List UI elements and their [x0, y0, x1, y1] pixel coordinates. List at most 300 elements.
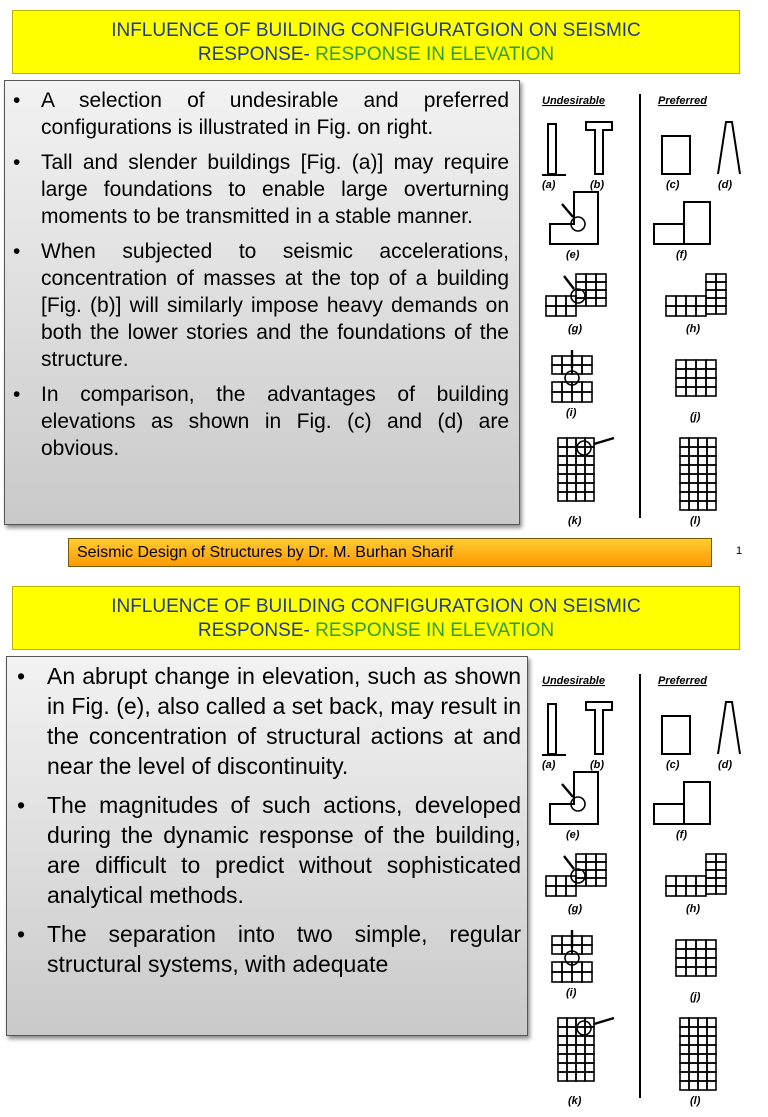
- building-i-upper: [572, 356, 582, 365]
- building-g-low: [546, 296, 556, 306]
- building-k: [558, 474, 567, 483]
- building-l: [707, 1063, 716, 1072]
- bullet-item: • An abrupt change in elevation, such as shown in Fig. (e), also called a set back, may result in the concentration of structural actions at and near the level of discontinuity.: [17, 663, 521, 779]
- building-l: [698, 456, 707, 465]
- building-l: [698, 1036, 707, 1045]
- building-h-tall: [716, 878, 726, 886]
- building-i-lower: [552, 382, 562, 392]
- building-k: [576, 1054, 585, 1063]
- label-k: (k): [568, 515, 582, 527]
- building-l: [707, 1027, 716, 1036]
- building-l: [698, 501, 707, 510]
- bullet-item: • When subjected to seismic accelerations, concentration of masses at the top of a building [Fig. (b)] will similarly impose heavy demands on both the lower stories and the foundations of the structure.: [13, 240, 509, 371]
- building-k: [567, 1036, 576, 1045]
- building-k: [558, 1054, 567, 1063]
- building-j: [706, 958, 716, 967]
- building-l: [689, 474, 698, 483]
- building-i-lower: [572, 972, 582, 982]
- elevation-figure-drawing: [536, 668, 760, 1112]
- building-g-low: [556, 886, 566, 896]
- building-k: [585, 492, 594, 501]
- building-l: [680, 1027, 689, 1036]
- building-g-tall: [576, 274, 586, 282]
- building-k: [567, 1045, 576, 1054]
- building-a: [548, 704, 556, 754]
- building-h-low: [686, 886, 696, 896]
- building-k: [558, 447, 567, 456]
- label-a: (a): [542, 759, 556, 771]
- undesirable-heading: Undesirable: [542, 95, 605, 107]
- title-response: RESPONSE-: [197, 44, 316, 65]
- label-f: (f): [676, 249, 687, 261]
- building-g-low: [556, 296, 566, 306]
- building-j: [686, 378, 696, 387]
- building-i-lower: [582, 382, 592, 392]
- building-l: [689, 1045, 698, 1054]
- building-h-tall: [716, 854, 726, 862]
- building-f-low: [654, 224, 684, 244]
- building-g-low: [546, 306, 556, 316]
- building-l: [698, 492, 707, 501]
- building-l: [707, 1072, 716, 1081]
- building-l: [707, 1036, 716, 1045]
- title-subtopic: RESPONSE IN ELEVATION: [315, 44, 555, 65]
- building-l: [698, 1072, 707, 1081]
- bullet-item: • The magnitudes of such actions, developed during the dynamic response of the building, are difficult to predict without sophisticated analytical methods.: [17, 792, 521, 908]
- building-h-tall: [716, 862, 726, 870]
- building-g-tall: [596, 290, 606, 298]
- building-h-low: [666, 296, 676, 306]
- building-l: [707, 456, 716, 465]
- building-h-tall: [716, 298, 726, 306]
- building-h-low: [696, 306, 706, 316]
- building-l: [707, 483, 716, 492]
- building-l: [698, 1045, 707, 1054]
- building-k: [567, 1072, 576, 1081]
- building-b: [586, 702, 612, 754]
- building-l: [689, 501, 698, 510]
- content-box: [6, 656, 528, 1036]
- building-l: [698, 447, 707, 456]
- building-g-low: [556, 306, 566, 316]
- building-l: [680, 1072, 689, 1081]
- building-i-upper: [582, 945, 592, 954]
- building-k: [558, 1072, 567, 1081]
- building-g-tall: [586, 274, 596, 282]
- building-k: [576, 483, 585, 492]
- title-response: RESPONSE-: [197, 620, 316, 641]
- building-g-tall: [586, 870, 596, 878]
- building-i-lower: [582, 392, 592, 402]
- building-l: [680, 1081, 689, 1090]
- building-l: [707, 447, 716, 456]
- building-h-tall: [706, 298, 716, 306]
- building-g-tall: [596, 878, 606, 886]
- building-g-low: [546, 886, 556, 896]
- building-l: [680, 483, 689, 492]
- building-j: [686, 967, 696, 976]
- building-g-tall: [596, 282, 606, 290]
- label-e: (e): [566, 249, 580, 261]
- building-l: [707, 1045, 716, 1054]
- building-l: [680, 1063, 689, 1072]
- title-line-1: INFLUENCE OF BUILDING CONFIGURATGION ON SEISMIC: [111, 20, 641, 41]
- bullet-item: • Tall and slender buildings [Fig. (a)] may require large foundations to enable large overturning moments to be transmitted in a stable manner.: [13, 151, 509, 228]
- label-d: (d): [718, 759, 733, 771]
- building-a: [548, 124, 556, 174]
- building-l: [680, 438, 689, 447]
- building-h-low: [676, 296, 686, 306]
- page-number: 1: [736, 545, 743, 557]
- building-j: [696, 378, 706, 387]
- building-i-lower: [552, 972, 562, 982]
- building-l: [680, 465, 689, 474]
- building-l: [707, 465, 716, 474]
- building-h-tall: [706, 886, 716, 894]
- building-l: [698, 1027, 707, 1036]
- building-j: [706, 967, 716, 976]
- building-k: [576, 1063, 585, 1072]
- building-j: [696, 360, 706, 369]
- building-h-tall: [706, 274, 716, 282]
- building-h-low: [696, 886, 706, 896]
- building-l: [698, 438, 707, 447]
- building-k: [558, 1063, 567, 1072]
- arrow-icon: [564, 276, 574, 289]
- building-j: [676, 369, 686, 378]
- building-j: [706, 378, 716, 387]
- building-k: [567, 1054, 576, 1063]
- building-j: [686, 949, 696, 958]
- building-j: [696, 949, 706, 958]
- label-l: (l): [690, 515, 701, 527]
- building-l: [689, 1072, 698, 1081]
- building-h-tall: [706, 306, 716, 314]
- building-j: [706, 949, 716, 958]
- building-i-upper: [552, 945, 562, 954]
- undesirable-heading: Undesirable: [542, 675, 605, 687]
- building-j: [686, 369, 696, 378]
- preferred-heading: Preferred: [658, 675, 707, 687]
- building-l: [680, 1054, 689, 1063]
- building-k: [558, 1036, 567, 1045]
- building-i-upper: [572, 936, 582, 945]
- building-i-upper: [582, 356, 592, 365]
- building-j: [706, 369, 716, 378]
- building-h-tall: [706, 878, 716, 886]
- building-l: [689, 1018, 698, 1027]
- discontinuity-marker: [577, 1021, 591, 1035]
- building-k: [585, 1045, 594, 1054]
- building-h-tall: [716, 290, 726, 298]
- building-k: [576, 1036, 585, 1045]
- bullet-list: [17, 661, 521, 979]
- building-k: [576, 1045, 585, 1054]
- building-h-low: [686, 296, 696, 306]
- building-l: [698, 1063, 707, 1072]
- building-l: [707, 1054, 716, 1063]
- label-l: (l): [690, 1095, 701, 1107]
- building-i-upper: [562, 936, 572, 945]
- arrow-icon: [562, 204, 573, 217]
- building-k: [567, 447, 576, 456]
- building-i-lower: [562, 392, 572, 402]
- arrow-icon: [562, 784, 573, 797]
- building-l: [689, 492, 698, 501]
- slide-2: [0, 580, 768, 1107]
- building-k: [558, 456, 567, 465]
- building-g-low: [556, 876, 566, 886]
- building-c: [662, 716, 690, 754]
- building-b: [586, 122, 612, 174]
- building-k: [558, 438, 567, 447]
- building-i-lower: [572, 392, 582, 402]
- elevation-figure-drawing: [536, 88, 760, 532]
- building-g-tall: [586, 290, 596, 298]
- building-f-low: [654, 804, 684, 824]
- building-h-low: [666, 886, 676, 896]
- building-i-upper: [562, 356, 572, 365]
- building-k: [567, 1063, 576, 1072]
- label-b: (b): [590, 179, 605, 191]
- building-j: [686, 360, 696, 369]
- building-i-lower: [582, 962, 592, 972]
- footer-bar: Seismic Design of Structures by Dr. M. Burhan Sharif: [68, 538, 712, 567]
- building-g-tall: [586, 862, 596, 870]
- building-i-upper: [552, 936, 562, 945]
- building-c: [662, 136, 690, 174]
- building-l: [707, 492, 716, 501]
- building-d: [718, 702, 740, 754]
- building-i-upper: [582, 365, 592, 374]
- building-h-tall: [706, 870, 716, 878]
- elevation-figure: [536, 668, 760, 1112]
- building-j: [696, 940, 706, 949]
- building-h-low: [686, 306, 696, 316]
- building-k: [576, 1072, 585, 1081]
- building-g-tall: [576, 854, 586, 862]
- building-k: [585, 1036, 594, 1045]
- label-a: (a): [542, 179, 556, 191]
- building-k: [576, 465, 585, 474]
- building-g-low: [566, 306, 576, 316]
- building-k: [567, 1027, 576, 1036]
- building-j: [696, 967, 706, 976]
- label-j: (j): [690, 411, 701, 423]
- building-h-tall: [706, 282, 716, 290]
- building-k: [567, 465, 576, 474]
- building-k: [576, 456, 585, 465]
- label-k: (k): [568, 1095, 582, 1107]
- bullet-item: • The separation into two simple, regular structural systems, with adequate: [17, 921, 521, 977]
- building-g-tall: [586, 854, 596, 862]
- building-f-tall: [684, 782, 710, 824]
- building-h-low: [676, 306, 686, 316]
- building-j: [696, 958, 706, 967]
- building-g-tall: [586, 298, 596, 306]
- building-k: [567, 456, 576, 465]
- building-h-low: [666, 306, 676, 316]
- building-l: [680, 501, 689, 510]
- building-i-lower: [552, 962, 562, 972]
- building-k: [585, 456, 594, 465]
- building-j: [686, 940, 696, 949]
- building-l: [707, 474, 716, 483]
- building-k: [585, 465, 594, 474]
- building-j: [676, 940, 686, 949]
- discontinuity-marker: [577, 441, 591, 455]
- building-k: [558, 1027, 567, 1036]
- building-k: [585, 474, 594, 483]
- building-l: [707, 1081, 716, 1090]
- building-h-low: [666, 876, 676, 886]
- arrow-icon: [594, 438, 614, 444]
- building-l: [698, 474, 707, 483]
- building-h-low: [696, 876, 706, 886]
- label-c: (c): [666, 179, 680, 191]
- label-g: (g): [568, 323, 583, 335]
- building-g-tall: [596, 298, 606, 306]
- building-g-tall: [586, 282, 596, 290]
- label-b: (b): [590, 759, 605, 771]
- building-l: [698, 1018, 707, 1027]
- building-j: [696, 369, 706, 378]
- building-l: [689, 1081, 698, 1090]
- building-g-tall: [596, 274, 606, 282]
- building-j: [676, 958, 686, 967]
- label-j: (j): [690, 991, 701, 1003]
- building-h-tall: [716, 886, 726, 894]
- building-l: [698, 1081, 707, 1090]
- building-k: [567, 474, 576, 483]
- building-h-tall: [706, 854, 716, 862]
- building-j: [676, 387, 686, 396]
- building-k: [558, 1018, 567, 1027]
- building-h-low: [676, 886, 686, 896]
- building-g-tall: [586, 878, 596, 886]
- building-g-low: [546, 876, 556, 886]
- building-j: [706, 940, 716, 949]
- building-k: [567, 438, 576, 447]
- bullet-item: • A selection of undesirable and preferred configurations is illustrated in Fig. on right.: [13, 89, 509, 139]
- building-l: [680, 1036, 689, 1045]
- bullet-item: • In comparison, the advantages of building elevations as shown in Fig. (c) and (d) are obvious.: [13, 383, 509, 460]
- building-k: [567, 1018, 576, 1027]
- building-l: [689, 1063, 698, 1072]
- building-h-tall: [706, 290, 716, 298]
- building-k: [558, 465, 567, 474]
- building-d: [718, 122, 740, 174]
- building-l: [680, 1045, 689, 1054]
- building-k: [567, 492, 576, 501]
- building-h-tall: [716, 870, 726, 878]
- label-i: (i): [566, 987, 577, 999]
- building-k: [558, 483, 567, 492]
- building-l: [680, 474, 689, 483]
- building-j: [706, 387, 716, 396]
- building-i-upper: [552, 356, 562, 365]
- building-k: [558, 492, 567, 501]
- building-j: [676, 360, 686, 369]
- building-j: [686, 387, 696, 396]
- building-l: [689, 1027, 698, 1036]
- building-k: [585, 1063, 594, 1072]
- arrow-icon: [594, 1018, 614, 1024]
- building-l: [689, 456, 698, 465]
- building-i-upper: [582, 936, 592, 945]
- building-l: [689, 465, 698, 474]
- bullet-list: [13, 87, 509, 462]
- building-l: [689, 447, 698, 456]
- building-l: [707, 438, 716, 447]
- title-subtopic: RESPONSE IN ELEVATION: [315, 620, 555, 641]
- building-l: [689, 438, 698, 447]
- building-k: [576, 492, 585, 501]
- building-l: [680, 456, 689, 465]
- building-l: [689, 483, 698, 492]
- building-l: [698, 465, 707, 474]
- building-j: [706, 360, 716, 369]
- building-j: [676, 378, 686, 387]
- building-f-tall: [684, 202, 710, 244]
- label-d: (d): [718, 179, 733, 191]
- building-l: [689, 1054, 698, 1063]
- building-h-tall: [716, 306, 726, 314]
- building-l: [707, 1018, 716, 1027]
- building-g-tall: [596, 862, 606, 870]
- building-l: [698, 1054, 707, 1063]
- building-h-tall: [716, 282, 726, 290]
- building-j: [696, 387, 706, 396]
- elevation-figure: [536, 88, 760, 532]
- building-g-tall: [596, 854, 606, 862]
- label-h: (h): [686, 903, 701, 915]
- building-l: [698, 483, 707, 492]
- building-h-low: [696, 296, 706, 306]
- building-h-low: [686, 876, 696, 886]
- label-i: (i): [566, 407, 577, 419]
- building-j: [686, 958, 696, 967]
- label-f: (f): [676, 829, 687, 841]
- building-i-lower: [552, 392, 562, 402]
- preferred-heading: Preferred: [658, 95, 707, 107]
- slide-title: [12, 10, 740, 74]
- arrow-icon: [564, 856, 574, 869]
- building-h-low: [676, 876, 686, 886]
- building-i-upper: [552, 365, 562, 374]
- building-k: [585, 1054, 594, 1063]
- building-h-tall: [706, 862, 716, 870]
- building-g-tall: [596, 870, 606, 878]
- building-k: [585, 1072, 594, 1081]
- building-l: [680, 447, 689, 456]
- building-i-lower: [582, 972, 592, 982]
- building-l: [707, 501, 716, 510]
- building-i-lower: [562, 972, 572, 982]
- slide-title: [12, 586, 740, 650]
- building-j: [676, 949, 686, 958]
- building-k: [558, 1045, 567, 1054]
- building-g-low: [566, 886, 576, 896]
- label-c: (c): [666, 759, 680, 771]
- building-l: [689, 1036, 698, 1045]
- label-h: (h): [686, 323, 701, 335]
- building-k: [567, 483, 576, 492]
- label-g: (g): [568, 903, 583, 915]
- building-l: [680, 1018, 689, 1027]
- content-box: [4, 80, 520, 525]
- label-e: (e): [566, 829, 580, 841]
